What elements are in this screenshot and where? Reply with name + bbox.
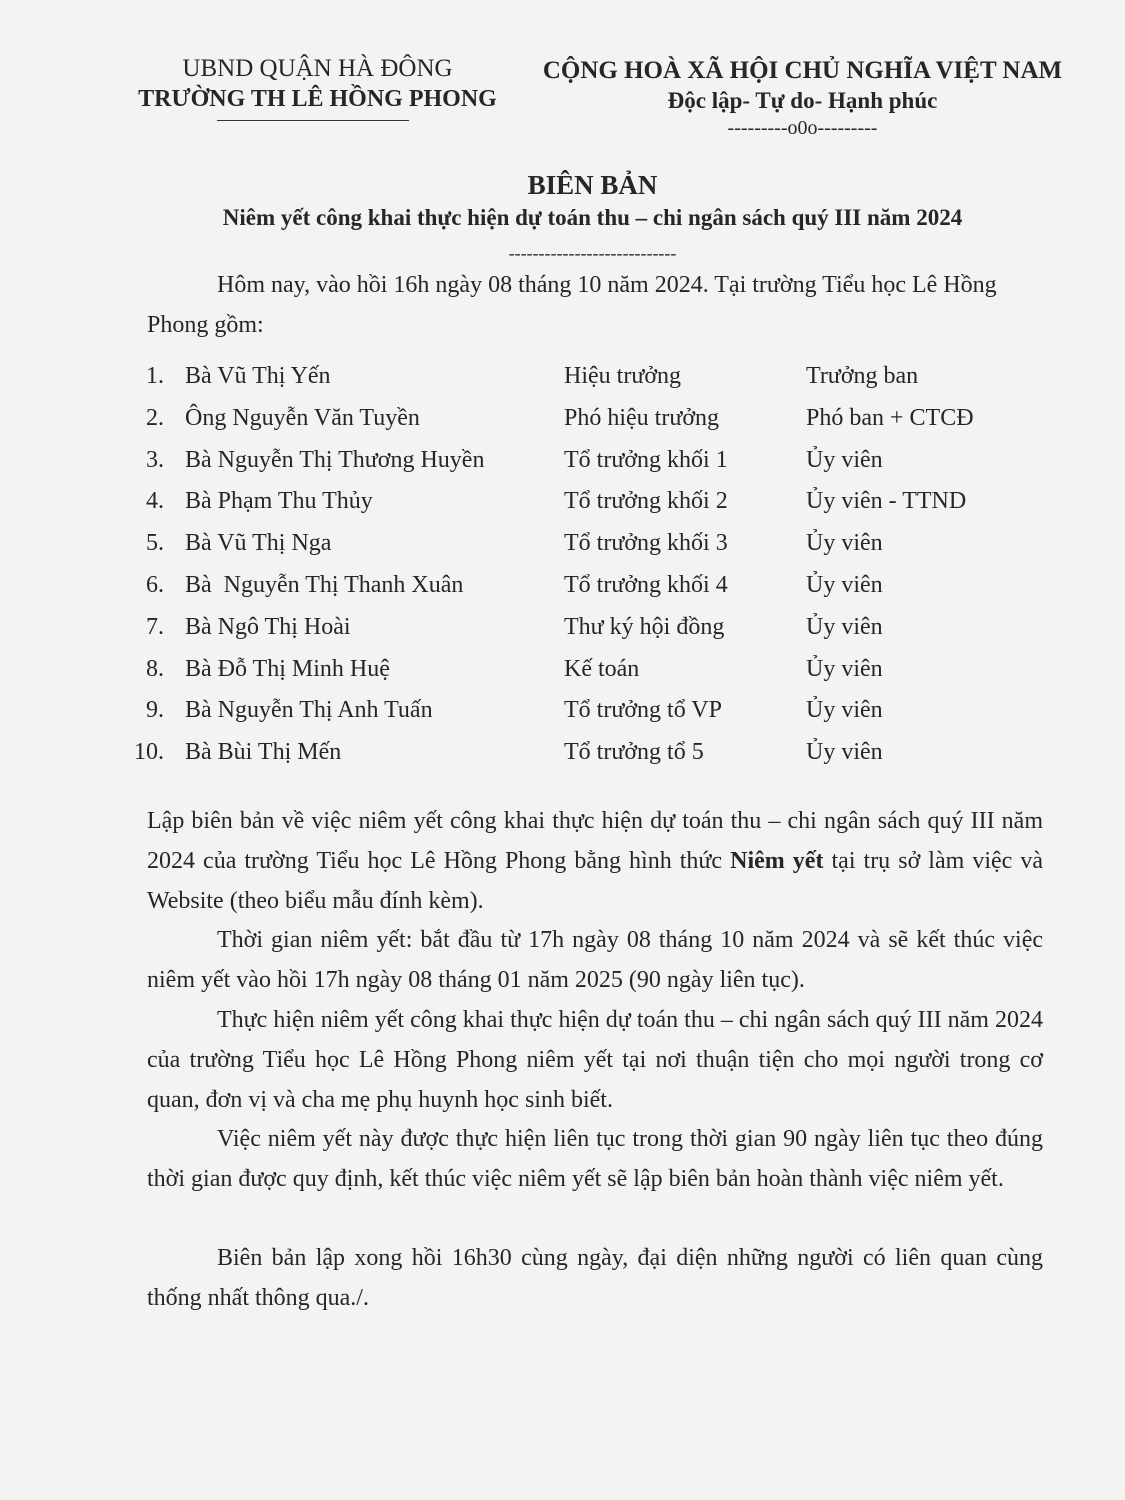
member-position: Tổ trưởng khối 2 <box>564 488 728 515</box>
member-position: Hiệu trưởng <box>564 363 682 389</box>
member-name: Bà Bùi Thị Mến <box>185 739 342 766</box>
member-number: 7. <box>146 613 164 640</box>
member-position: Thư ký hội đồng <box>564 613 725 640</box>
member-name: Bà Vũ Thị Nga <box>185 530 332 557</box>
member-name: Bà Nguyễn Thị Thương Huyền <box>185 446 485 473</box>
member-name: Bà Nguyễn Thị Thanh Xuân <box>185 572 464 598</box>
member-position: Tổ trưởng tổ VP <box>564 697 722 724</box>
agency-underline <box>217 120 409 121</box>
member-name: Bà Đỗ Thị Minh Huệ <box>185 655 390 682</box>
member-row <box>0 731 1125 773</box>
paragraph-4: Việc niêm yết này được thực hiện liên tục trong thời gian 90 ngày liên tục theo đúng thời gian được quy định, kết thúc việc niêm yết sẽ lập biên bản hoàn thành việc niêm yết. <box>147 1126 1043 1192</box>
members-list <box>0 355 1125 775</box>
member-row <box>0 689 1125 731</box>
member-number: 10. <box>134 739 164 766</box>
document-subtitle: Niêm yết công khai thực hiện dự toán thu – chi ngân sách quý III năm 2024 <box>222 205 963 230</box>
member-number: 8. <box>146 655 164 682</box>
paragraph-3: Thực hiện niêm yết công khai thực hiện dự toán thu – chi ngân sách quý III năm 2024 của trường Tiểu học Lê Hồng Phong niêm yết tại nơi thuận tiện cho mọi người trong cơ quan, đơn vị và cha mẹ phụ huynh học sinh biết. <box>147 1007 1043 1113</box>
member-row <box>0 480 1125 522</box>
member-role: Ủy viên <box>806 572 883 598</box>
member-name: Ông Nguyễn Văn Tuyền <box>185 404 420 431</box>
member-role: Ủy viên <box>806 530 883 557</box>
intro-paragraph: Hôm nay, vào hồi 16h ngày 08 tháng 10 năm 2024. Tại trường Tiểu học Lê Hồng Phong gồm: <box>147 272 997 338</box>
member-name: Bà Nguyễn Thị Anh Tuấn <box>185 697 433 724</box>
member-number: 1. <box>146 363 164 389</box>
member-row <box>0 648 1125 690</box>
document-title: BIÊN BẢN <box>527 170 658 200</box>
member-number: 4. <box>146 488 164 515</box>
member-number: 9. <box>146 697 164 724</box>
member-number: 3. <box>146 446 164 473</box>
national-motto <box>535 56 1070 140</box>
member-number: 6. <box>146 572 164 598</box>
member-name: Bà Phạm Thu Thủy <box>185 488 373 515</box>
member-row <box>0 397 1125 439</box>
member-role: Phó ban + CTCĐ <box>806 404 974 431</box>
district-committee: UBND QUẬN HÀ ĐÔNG <box>182 55 453 82</box>
member-position: Phó hiệu trưởng <box>564 404 720 431</box>
paragraph-1-text-end: tại trụ sở làm việc và Website (theo biểu mẫu đính kèm). <box>147 848 1043 914</box>
member-row <box>0 606 1125 648</box>
member-position: Tổ trưởng khối 4 <box>564 572 728 598</box>
member-role: Ủy viên - TTND <box>806 488 967 515</box>
motto: Độc lập- Tự do- Hạnh phúc <box>667 88 938 113</box>
member-name: Bà Ngô Thị Hoài <box>185 613 351 640</box>
paragraph-1-bold: Niêm yết <box>730 848 824 874</box>
paragraph-2: Thời gian niêm yết: bắt đầu từ 17h ngày 08 tháng 10 năm 2024 và sẽ kết thúc việc niêm yết vào hồi 17h ngày 08 tháng 01 năm 2025 (90 ngày liên tục). <box>147 927 1043 993</box>
member-name: Bà Vũ Thị Yến <box>185 363 331 389</box>
member-number: 5. <box>146 530 164 557</box>
issuing-agency <box>130 54 505 114</box>
member-row <box>0 355 1125 397</box>
school-name: TRƯỜNG TH LÊ HỒNG PHONG <box>138 86 497 112</box>
member-role: Ủy viên <box>806 697 883 724</box>
member-role: Trưởng ban <box>806 363 919 389</box>
member-row <box>0 522 1125 564</box>
country-name: CỘNG HOÀ XÃ HỘI CHỦ NGHĨA VIỆT NAM <box>542 57 1063 84</box>
paragraph-5: Biên bản lập xong hồi 16h30 cùng ngày, đại diện những người có liên quan cùng thống nhất thông qua./. <box>147 1245 1043 1311</box>
paragraph-1 <box>147 801 1043 921</box>
member-number: 2. <box>146 404 164 431</box>
member-row <box>0 564 1125 606</box>
subtitle-divider: ---------------------------- <box>508 243 677 263</box>
member-role: Ủy viên <box>806 739 883 766</box>
member-position: Tổ trưởng khối 3 <box>564 530 728 557</box>
member-role: Ủy viên <box>806 613 883 640</box>
member-position: Tổ trưởng khối 1 <box>564 446 728 473</box>
member-position: Tổ trưởng tổ 5 <box>564 739 704 766</box>
member-position: Kế toán <box>564 655 640 682</box>
paragraph-1-text: Lập biên bản về việc niêm yết công khai thực hiện dự toán thu – chi ngân sách quý III năm 2024 của trường Tiểu học Lê Hồng Phong bằng hình thức <box>147 808 1043 874</box>
motto-divider: ---------o0o--------- <box>727 117 878 139</box>
member-row <box>0 439 1125 481</box>
member-role: Ủy viên <box>806 446 883 473</box>
member-role: Ủy viên <box>806 655 883 682</box>
